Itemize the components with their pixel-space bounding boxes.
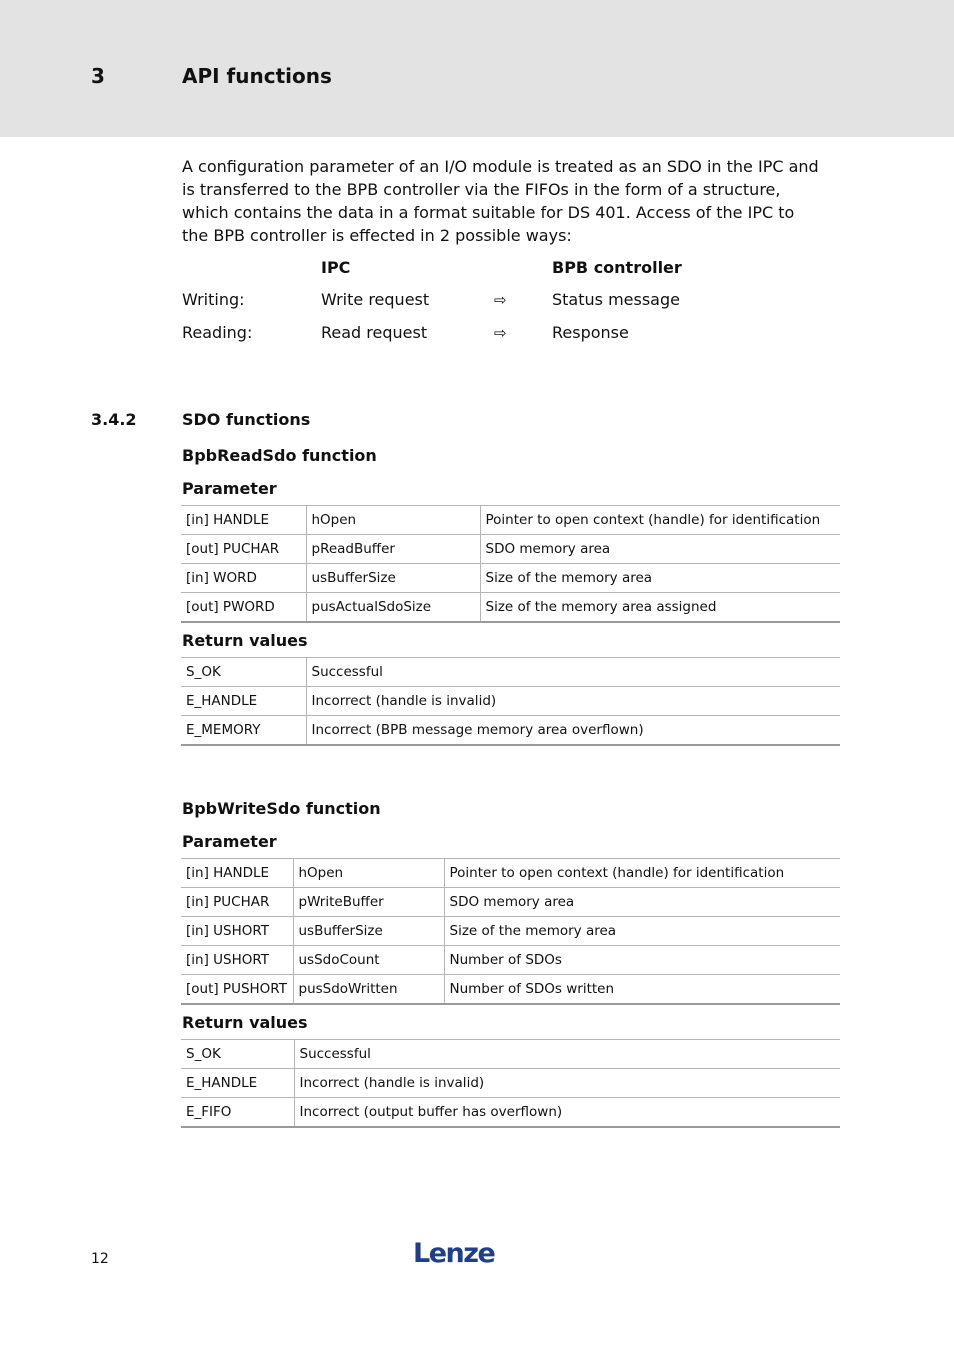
param-type: [out] PUSHORT xyxy=(181,975,293,1005)
param-name: pusActualSdoSize xyxy=(306,593,480,623)
table-row xyxy=(181,716,840,746)
return-description: Incorrect (handle is invalid) xyxy=(306,687,840,716)
table-row xyxy=(181,687,840,716)
param-type: [in] PUCHAR xyxy=(181,888,293,917)
write-sdo-parameter-table xyxy=(181,858,840,1005)
param-name: usSdoCount xyxy=(293,946,444,975)
param-description: Size of the memory area xyxy=(444,917,840,946)
param-name: hOpen xyxy=(293,859,444,888)
table-row xyxy=(181,1040,840,1069)
param-type: [in] USHORT xyxy=(181,917,293,946)
return-code: E_MEMORY xyxy=(181,716,306,746)
intro-paragraph: A configuration parameter of an I/O module is treated as an SDO in the IPC and is transferred to the BPB controller via the FIFOs in the form of a structure, which contains the data in a format suitable for DS 401. Access of the IPC to the BPB controller is effected in 2 possible ways: xyxy=(182,157,819,245)
page-number: 12 xyxy=(91,1251,109,1267)
lenze-logo: Lenze xyxy=(413,1238,495,1269)
chapter-number: 3 xyxy=(91,64,105,88)
read-sdo-return-heading: Return values xyxy=(182,631,308,650)
table-row xyxy=(181,917,840,946)
return-description: Incorrect (output buffer has overflown) xyxy=(294,1098,840,1128)
return-description: Incorrect (BPB message memory area overflown) xyxy=(306,716,840,746)
param-description: SDO memory area xyxy=(444,888,840,917)
right-arrow-icon: ⇨ xyxy=(494,291,507,309)
table-row xyxy=(181,859,840,888)
return-code: S_OK xyxy=(181,1040,294,1069)
param-type: [out] PUCHAR xyxy=(181,535,306,564)
return-code: E_HANDLE xyxy=(181,687,306,716)
table-row xyxy=(181,975,840,1005)
write-sdo-parameter-heading: Parameter xyxy=(182,832,277,851)
param-type: [out] PWORD xyxy=(181,593,306,623)
return-code: E_FIFO xyxy=(181,1098,294,1128)
flow-row-bpb: Response xyxy=(552,323,629,342)
table-row xyxy=(181,564,840,593)
param-type: [in] HANDLE xyxy=(181,859,293,888)
flow-col-ipc: IPC xyxy=(321,258,351,277)
param-name: usBufferSize xyxy=(293,917,444,946)
param-type: [in] HANDLE xyxy=(181,506,306,535)
right-arrow-icon: ⇨ xyxy=(494,324,507,342)
table-row xyxy=(181,506,840,535)
param-name: hOpen xyxy=(306,506,480,535)
flow-row-label: Reading: xyxy=(182,323,253,342)
section-title: SDO functions xyxy=(182,410,311,429)
param-description: Number of SDOs xyxy=(444,946,840,975)
param-name: pusSdoWritten xyxy=(293,975,444,1005)
read-sdo-parameter-table xyxy=(181,505,840,623)
param-type: [in] WORD xyxy=(181,564,306,593)
table-row xyxy=(181,946,840,975)
flow-col-bpb: BPB controller xyxy=(552,258,682,277)
chapter-header xyxy=(0,0,954,137)
table-row xyxy=(181,593,840,623)
return-description: Incorrect (handle is invalid) xyxy=(294,1069,840,1098)
param-description: Pointer to open context (handle) for identification xyxy=(444,859,840,888)
section-number: 3.4.2 xyxy=(91,410,137,429)
read-sdo-parameter-heading: Parameter xyxy=(182,479,277,498)
table-row xyxy=(181,1069,840,1098)
param-type: [in] USHORT xyxy=(181,946,293,975)
table-row xyxy=(181,535,840,564)
param-description: Pointer to open context (handle) for identification xyxy=(480,506,840,535)
table-row xyxy=(181,1098,840,1128)
param-description: Size of the memory area xyxy=(480,564,840,593)
write-sdo-return-heading: Return values xyxy=(182,1013,308,1032)
return-description: Successful xyxy=(294,1040,840,1069)
flow-row-ipc: Read request xyxy=(321,323,428,342)
table-row xyxy=(181,888,840,917)
read-sdo-title: BpbReadSdo function xyxy=(182,446,377,465)
param-description: SDO memory area xyxy=(480,535,840,564)
param-name: pWriteBuffer xyxy=(293,888,444,917)
flow-row-bpb: Status message xyxy=(552,290,680,309)
return-description: Successful xyxy=(306,658,840,687)
flow-row-label: Writing: xyxy=(182,290,245,309)
return-code: E_HANDLE xyxy=(181,1069,294,1098)
read-sdo-return-table xyxy=(181,657,840,746)
param-name: usBufferSize xyxy=(306,564,480,593)
chapter-title: API functions xyxy=(182,64,332,88)
return-code: S_OK xyxy=(181,658,306,687)
write-sdo-return-table xyxy=(181,1039,840,1128)
param-description: Size of the memory area assigned xyxy=(480,593,840,623)
write-sdo-title: BpbWriteSdo function xyxy=(182,799,381,818)
flow-row-ipc: Write request xyxy=(321,290,430,309)
table-row xyxy=(181,658,840,687)
param-description: Number of SDOs written xyxy=(444,975,840,1005)
param-name: pReadBuffer xyxy=(306,535,480,564)
